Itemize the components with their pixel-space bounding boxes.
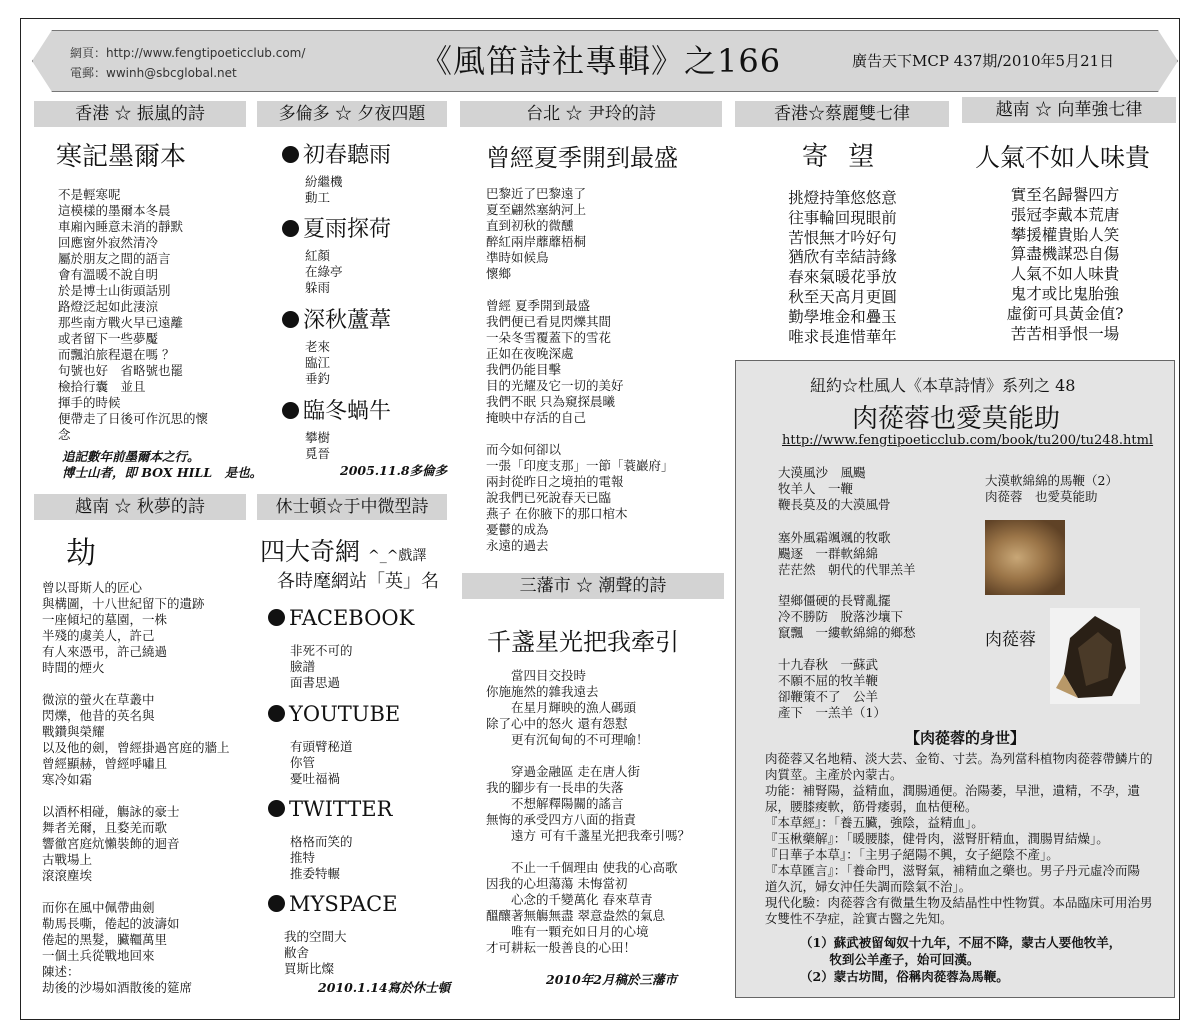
section-header-taipei: 台北 ☆ 尹玲的詩: [460, 101, 722, 127]
poem-body-starlight: 當四目交投時 你施施然的雜我遠去 在星月輝映的漁人碼頭 除了心中的怒火 還有怨懟 更有沉甸甸的不可理喻！ 穿過金融區 走在唐人街 我的腳步有一長串的失落 不想解釋陽關的謠言 無悔的承受四方八面的指責 遠方 可有千盞星光把我牽引嗎？ 不止一千個理由 使我的心高歌 因我的心坦蕩蕩 未悔當初 心念的千變萬化 春來草青 醞釀著無觴無盡 翠意盎然的氣息 唯有一顆充如日月的心境 才可耕耘一般善良的心田！: [486, 668, 690, 955]
herb-photo-2-shape: [1050, 608, 1140, 704]
poem-title-popularity: 人氣不如人味貴: [975, 143, 1151, 172]
section-header-hk-zhenlan: 香港 ☆ 振嵐的詩: [34, 101, 246, 127]
magazine-title: 《風笛詩社專輯》之166: [420, 42, 782, 80]
box-right-text: 大漠軟綿綿的馬鞭（2） 肉蓯蓉 也愛莫能助: [985, 473, 1118, 504]
box-verse-1: 大漠風沙 風颺 牧羊人 一鞭 鞭長莫及的大漠風骨: [778, 465, 891, 512]
section-header-toronto: 多倫多 ☆ 夕夜四題: [257, 101, 447, 127]
series-title: 紐約☆杜風人《本草詩情》系列之 48: [810, 376, 1076, 395]
herb-photo-2: [1050, 608, 1140, 704]
poem-title-cold-melbourne: 寒記墨爾本: [56, 142, 187, 172]
poem-body-popularity: 實至名歸譽四方 張冠李戴本荒唐 攀援權貴貽人笑 算盡機謀恐自傷 人氣不如人味貴 鬼才或比鬼胎強 虛銜可具黃金值? 苦苦相爭恨一場: [1006, 186, 1124, 343]
net-title-twitter: TWITTER: [268, 797, 392, 821]
subpoem-body-4: 攀樹 覓晉: [305, 430, 331, 461]
bullet-icon: [282, 146, 299, 163]
subpoem-title-4: 臨冬蝸牛: [282, 394, 391, 425]
signature-sf: 2010年2月稿於三藩市: [546, 972, 677, 987]
poem-body-catastrophe: 曾以哥斯人的匠心 與構圖，十八世紀留下的遺跡 一座傾圮的墓園，一株 半殘的虞美人，許己 有人來憑弔，許己繞過 時間的煙火 微涼的螢火在草叢中 閃爍，他昔的英名與 戰鑽與榮耀 以及他的劍，曾經掛過宮庭的牆上 曾經顯赫，曾經呼嘯且 寒冷如霜 以酒杯相碰，觴詠的豪士 舞者羌爾，且婺羌而歌 響徹宮庭炕懶裝飾的迴音 古戰場上 滾滾塵埃 而你在風中佩帶曲劍 勒馬長嘶，倦起的波濤如 倦起的黑髮，臟韁萬里 一個土兵從戰地回來 陳述： 劫後的沙場如酒散後的筵席: [42, 580, 230, 995]
poem-title-summer: 曾經夏季開到最盛: [486, 144, 678, 172]
bullet-icon: [268, 800, 285, 817]
net-body-facebook: 非死不可的 臉譜 面書思過: [290, 643, 353, 690]
poem-title-hope: 寄 望: [802, 142, 881, 172]
signature-toronto: 2005.11.8多倫多: [340, 463, 448, 478]
bullet-icon: [268, 609, 285, 626]
subpoem-title-1: 初春聽雨: [282, 138, 391, 169]
poem-title-suffix: ^_^戲譯: [367, 548, 427, 564]
bullet-icon: [282, 402, 299, 419]
net-body-myspace: 我的空間大 敝舍 買斯比燦: [284, 929, 347, 976]
subpoem-body-3: 老來 臨江 垂釣: [305, 339, 331, 386]
herb-image-label: 肉蓯蓉: [985, 630, 1036, 650]
box-verse-3: 望鄉僵硬的長臂亂擺 冷不勝防 脫落沙壤下 竄飄 一縷軟綿綿的鄉愁: [778, 593, 916, 640]
email-address[interactable]: 電郵：wwinh@sbcglobal.net: [70, 66, 237, 80]
box-section-title: 【肉蓯蓉的身世】: [905, 729, 1026, 747]
box-poem-title: 肉蓯蓉也愛莫能助: [852, 404, 1061, 434]
net-title-facebook: FACEBOOK: [268, 606, 414, 630]
poem-title-four-nets: 四大奇網 ^_^戲譯: [260, 537, 427, 566]
box-verse-2: 塞外風霜颯颯的牧歌 颺逐 一群軟綿綿 茫茫然 朝代的代罪羔羊: [778, 530, 916, 577]
poem-title-starlight: 千盞星光把我牽引: [487, 628, 679, 656]
poem-note-cold-melbourne: 追記數年前墨爾本之行。 博士山者，即 BOX HILL 是也。: [62, 449, 263, 480]
net-title-myspace: MYSPACE: [268, 892, 398, 916]
poem-body-cold-melbourne: 不是輕寒呢 這模樣的墨爾本冬晨 車廂內睡意未消的靜默 回應窗外寂然清冷 屬於朋友之間的語言 會有溫暖不說自明 於是博士山街頭話別 路燈泛起如此淒涼 那些南方戰火早已遠離 或者留下一些夢魘 而飄泊旅程還在嗎 ？ 句號也好 省略號也罷 檢拾行囊 並且 揮手的時候 便帶走了日後可作沉思的懷 念: [58, 187, 209, 442]
section-header-vn-xiang: 越南 ☆ 向華強七律: [962, 97, 1176, 123]
net-body-twitter: 格格而笑的 推特 推委特輾: [290, 834, 353, 881]
bullet-icon: [282, 311, 299, 328]
poem-body-hope: 挑燈持筆悠悠意 往事輪回現眼前 苦恨無才吟好句 猶欣有幸結詩緣 春來氣暖花爭放 秋至天高月更圓 勤學堆金和疊玉 唯求長進惜華年: [788, 189, 897, 346]
bullet-icon: [268, 705, 285, 722]
subpoem-body-2: 紅顏 在綠亭 躲雨: [305, 248, 343, 295]
subpoem-body-1: 紛繼機 動工: [305, 174, 343, 205]
box-url-link[interactable]: http://www.fengtipoeticclub.com/book/tu200/tu248.html: [782, 433, 1154, 448]
section-header-hk-cai: 香港☆蔡麗雙七律: [735, 101, 949, 127]
issue-info: 廣告天下MCP 437期/2010年5月21日: [852, 52, 1115, 70]
section-header-vn-qiumeng: 越南 ☆ 秋夢的詩: [34, 494, 246, 520]
bullet-icon: [268, 895, 285, 912]
bullet-icon: [282, 220, 299, 237]
poem-body-summer: 巴黎近了巴黎遠了 夏至翩然塞納河上 直到初秋的微醺 醉紅兩岸蘼蘼梧桐 凖時如候鳥 懷鄉 曾經 夏季開到最盛 我們便已看見閃爍其間 一朵冬雪覆蓋下的雪花 正如在夜晚深處 我們仍能目擊 目的光耀及它一切的美好 我們不眠 只為窺探晨曦 掩映中存活的自己 而今如何卻以 一張「印度支那」一節「蓑巖府」 兩封從昨日之境拍的電報 說我們已死說春天已臨 燕子 在你腋下的那口棺木 憂鬱的成為 永遠的過去: [486, 186, 674, 553]
website-link[interactable]: 網頁：http://www.fengtipoeticclub.com/: [70, 46, 306, 60]
section-header-sf: 三藩市 ☆ 潮聲的詩: [462, 573, 724, 599]
net-title-youtube: YOUTUBE: [268, 702, 400, 726]
box-section-body: 肉蓯蓉又名地精、淡大芸、金筍、寸芸。為列當科植物肉蓯蓉帶鱗片的 肉質莖。主產於內蒙古。 功能：補腎陽，益精血，潤腸通便。治陽萎，早泄，遺精，不孕，遺 尿，腰膝痠軟，筋骨痿弱，血枯便秘。 『本草經』：「養五臟，強陰，益精血」。 『玉楸藥解』：「暖腰膝，健骨肉，滋腎肝精血，潤腸胃結燥」。 『日華子本草』：「主男子絕陽不興，女子絕陰不產」。 『本草匯言』：「養命門，滋腎氣，補精血之藥也。男子丹元虛冷而陽 道久沉，婦女沖任失調而陰氣不治」。 現代化驗：肉蓯蓉含有微量生物及結晶性中性物質。本品臨床可用治男 女雙性不孕症，詮實古醫之先知。: [765, 751, 1153, 926]
herb-photo-1: [985, 520, 1065, 595]
subpoem-title-3: 深秋蘆葦: [282, 303, 391, 334]
poem-title-catastrophe: 劫: [66, 536, 96, 571]
section-header-houston: 休士頓☆于中微型詩: [257, 494, 447, 520]
poem-subtitle-four-nets: 各時麾網站「英」名: [277, 571, 439, 592]
box-verse-4: 十九春秋 一蘇武 不願不屈的牧羊鞭 卻鞭策不了 公羊 產下 一羔羊（1）: [778, 657, 886, 720]
subpoem-title-2: 夏雨探荷: [282, 212, 391, 243]
signature-houston: 2010.1.14寫於休士頓: [318, 980, 451, 995]
box-footnotes: （1）蘇武被留匈奴十九年，不屈不降，蒙古人要他牧羊， 牧到公羊產子，始可回漢。 （2）蒙古坊間，俗稱肉蓯蓉為馬鞭。: [800, 935, 1122, 984]
net-body-youtube: 有頭臂秘道 你管 憂吐福禍: [290, 739, 353, 786]
